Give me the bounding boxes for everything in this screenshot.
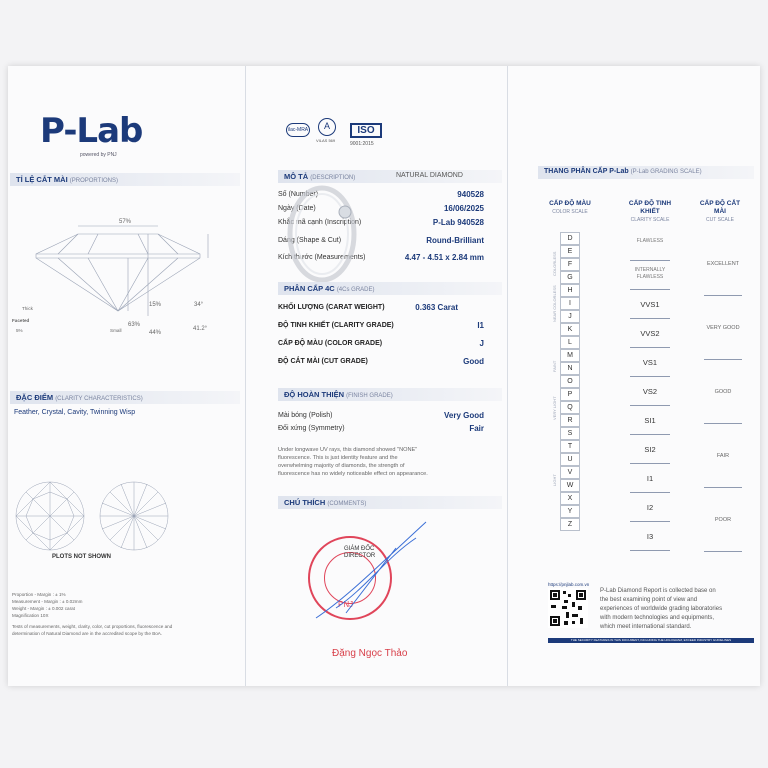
footnote-proportion: Proportion - Margin : ± 1% [12,592,66,597]
footnote-magnification: Magnification 10X [12,613,49,618]
finish-grade-header [278,388,502,401]
desc-row-number: Số (Number) 940528 [278,190,484,199]
color-grade-O: O [560,375,580,388]
proportions-subtitle: (PROPORTIONS) [69,178,118,184]
report-note-3: experiences of worldwide grading laboratories [600,606,723,612]
girdle-label-faceted: Faceted [12,318,30,323]
signature-scribble [306,518,436,628]
report-note-5: which meet international standard. [600,624,692,630]
color-group-light: LIGHT [552,474,557,486]
diamond-report [8,66,760,686]
clarity-grade-vs1: VS1 [630,348,670,377]
grade-row-color: CẤP ĐỘ MÀU (COLOR GRADE) J [278,339,484,348]
footnote-scope-1: Tests of measurements, weight, clarity, color, cut proportions, fluorescence and [12,624,173,629]
color-grade-L: L [560,336,580,349]
girdle-percentage: 5% [16,328,23,333]
color-grade-F: F [560,258,580,271]
table-percentage: 57% [119,219,132,225]
color-grade-M: M [560,349,580,362]
color-grade-E: E [560,245,580,258]
clarity-grade-i2: I2 [630,493,670,522]
clarity-characteristics-subtitle: (CLARITY CHARACTERISTICS) [55,396,143,402]
clarity-grade-vvs1: VVS1 [630,290,670,319]
clarity-characteristics-header [10,391,240,404]
color-grade-R: R [560,414,580,427]
inclusion-list: Feather, Crystal, Cavity, Twinning Wisp [14,409,136,416]
vilas-logo: A [318,118,336,136]
4c-grade-header [278,282,502,295]
powered-by: powered by PNJ [80,152,117,158]
fluorescence-line-3: overwhelming majority of diamonds, the strength of [278,463,405,469]
color-grade-Y: Y [560,505,580,518]
clarity-grade-i3: I3 [630,522,670,551]
clarity-grade-vvs2: VVS2 [630,319,670,348]
vilas-number: VILAS 569 [316,138,336,143]
report-note-2: the best examining point of view and [600,597,698,603]
desc-row-measurements: Kích thước (Measurements) 4.47 - 4.51 x 2.84 mm [278,253,484,262]
plots-not-shown: PLOTS NOT SHOWN [52,554,111,560]
pavilion-percentage: 44% [149,330,162,336]
footnote-measurement: Measurement - Margin : ± 0.02mm [12,599,83,604]
ilac-mra-badge: ilac-MRA [286,123,310,137]
iso-number: 9001:2015 [350,141,374,147]
finish-grade-title: ĐỘ HOÀN THIỆN [284,390,344,399]
color-grade-D: D [560,232,580,245]
cut-grade-fair: FAIR [704,424,742,488]
color-grade-U: U [560,453,580,466]
color-grade-I: I [560,297,580,310]
cut-scale-title: CẤP ĐỘ CẮT MÀI CUT SCALE [699,200,741,223]
color-grade-V: V [560,466,580,479]
color-group-very-light: VERY LIGHT [552,396,557,420]
clarity-grade-si2: SI2 [630,435,670,464]
report-url: https://pnjlab.com.vn [548,582,590,587]
proportions-title: TỈ LỆ CẮT MÀI [16,175,68,184]
color-scale-title: CẤP ĐỘ MÀU COLOR SCALE [549,200,591,215]
color-grade-K: K [560,323,580,336]
qr-code [548,588,588,628]
crown-percentage: 15% [149,302,162,308]
fluorescence-line-1: Under longwave UV rays, this diamond showed "NONE" [278,447,418,453]
color-grade-X: X [560,492,580,505]
desc-row-date: Ngày (Date) 16/06/2025 [278,204,484,213]
clarity-grade-flawless: FLAWLESS [630,232,670,261]
finish-grade-subtitle: (FINISH GRADE) [346,393,393,399]
color-grade-N: N [560,362,580,375]
4c-grade-subtitle: (4Cs GRADE) [336,287,375,293]
color-grade-W: W [560,479,580,492]
center-panel [246,66,508,686]
diamond-pavilion-plot [96,478,172,554]
left-panel [8,66,246,686]
security-strip: THE SECURITY FEATURES IN THIS DOCUMENT, INCLUDING THE HOLOGRAM, EXCEED INDUSTRY GUIDELINES [548,638,754,643]
grading-scale-subtitle: (P-Lab GRADING SCALE) [630,169,702,175]
grade-row-clarity: ĐỘ TINH KHIẾT (CLARITY GRADE) I1 [278,321,484,330]
color-grade-H: H [560,284,580,297]
color-grade-S: S [560,427,580,440]
clarity-scale-title: CẤP ĐỘ TINH KHIẾT CLARITY SCALE [628,200,672,223]
director-name: Đặng Ngọc Thảo [332,648,408,659]
desc-row-shape: Dáng (Shape & Cut) Round-Brilliant [278,236,484,245]
description-header [278,170,502,183]
comments-title: CHÚ THÍCH [284,498,326,507]
fluorescence-line-4: fluorescence has no widely noticeable effect on appearance. [278,471,428,477]
comments-header [278,496,502,509]
diamond-crown-plot [12,478,88,554]
ring-photo-overlay [270,184,360,288]
clarity-grade-si1: SI1 [630,406,670,435]
grade-row-cut: ĐỘ CẮT MÀI (CUT GRADE) Good [278,357,484,366]
depth-percentage: 63% [128,322,141,328]
color-grade-Z: Z [560,518,580,531]
cut-grade-very-good: VERY GOOD [704,296,742,360]
plab-logo: P-Lab [40,111,143,151]
description-subtitle: (DESCRIPTION) [310,175,356,181]
4c-grade-title: PHÂN CẤP 4C [284,284,335,293]
diamond-profile-diagram [28,216,228,326]
description-title: MÔ TẢ [284,172,309,181]
director-title-vn: GIÁM ĐỐC [344,546,375,552]
color-grade-Q: Q [560,401,580,414]
color-grade-T: T [560,440,580,453]
grading-scale-header [538,166,754,179]
color-grade-P: P [560,388,580,401]
finish-row-polish: Mài bóng (Polish) Very Good [278,411,484,420]
report-note-4: with modern technologies and equipments, [600,615,715,621]
director-title-en: DIRECTOR [344,553,376,559]
proportions-header [10,173,240,186]
grading-scale-title: THANG PHÂN CẤP P-Lab [544,168,629,175]
footnote-weight: Weight - Margin : ± 0.002 carat [12,606,75,611]
iso-badge: ISO [350,123,382,138]
comments-subtitle: (COMMENTS) [327,501,367,507]
culet-label: Small [110,328,122,333]
clarity-grade-vs2: VS2 [630,377,670,406]
desc-row-inscription: Khắc mã cạnh (Inscription) P-Lab 940528 [278,218,484,227]
color-grade-J: J [560,310,580,323]
clarity-characteristics-title: ĐẶC ĐIỂM [16,393,54,402]
crown-angle: 34° [194,302,204,308]
cut-grade-poor: POOR [704,488,742,552]
clarity-grade-internally-flawless: INTERNALLY FLAWLESS [630,261,670,290]
color-group-colorless: COLORLESS [552,251,557,276]
cut-grade-good: GOOD [704,360,742,424]
right-panel [508,66,760,686]
grade-row-carat: KHỐI LƯỢNG (CARAT WEIGHT) 0.363 Carat [278,303,458,312]
report-note-1: P-Lab Diamond Report is collected base on [600,588,716,594]
natural-diamond-label: NATURAL DIAMOND [396,172,463,179]
cut-grade-excellent: EXCELLENT [704,232,742,296]
girdle-label-thick: Thick [22,306,33,311]
pavilion-angle: 41.2° [193,326,208,332]
footnote-scope-2: determination of Natural Diamond are in the accredited scope by the BoA. [12,631,163,636]
fluorescence-line-2: fluorescence. This is just identity feature and the [278,455,398,461]
stamp-center-text: PNJ [338,600,354,609]
color-grade-G: G [560,271,580,284]
color-group-near-colorless: NEAR COLORLESS [552,285,557,322]
color-group-faint: FAINT [552,360,557,372]
clarity-grade-i1: I1 [630,464,670,493]
finish-row-symmetry: Đối xứng (Symmetry) Fair [278,424,484,433]
